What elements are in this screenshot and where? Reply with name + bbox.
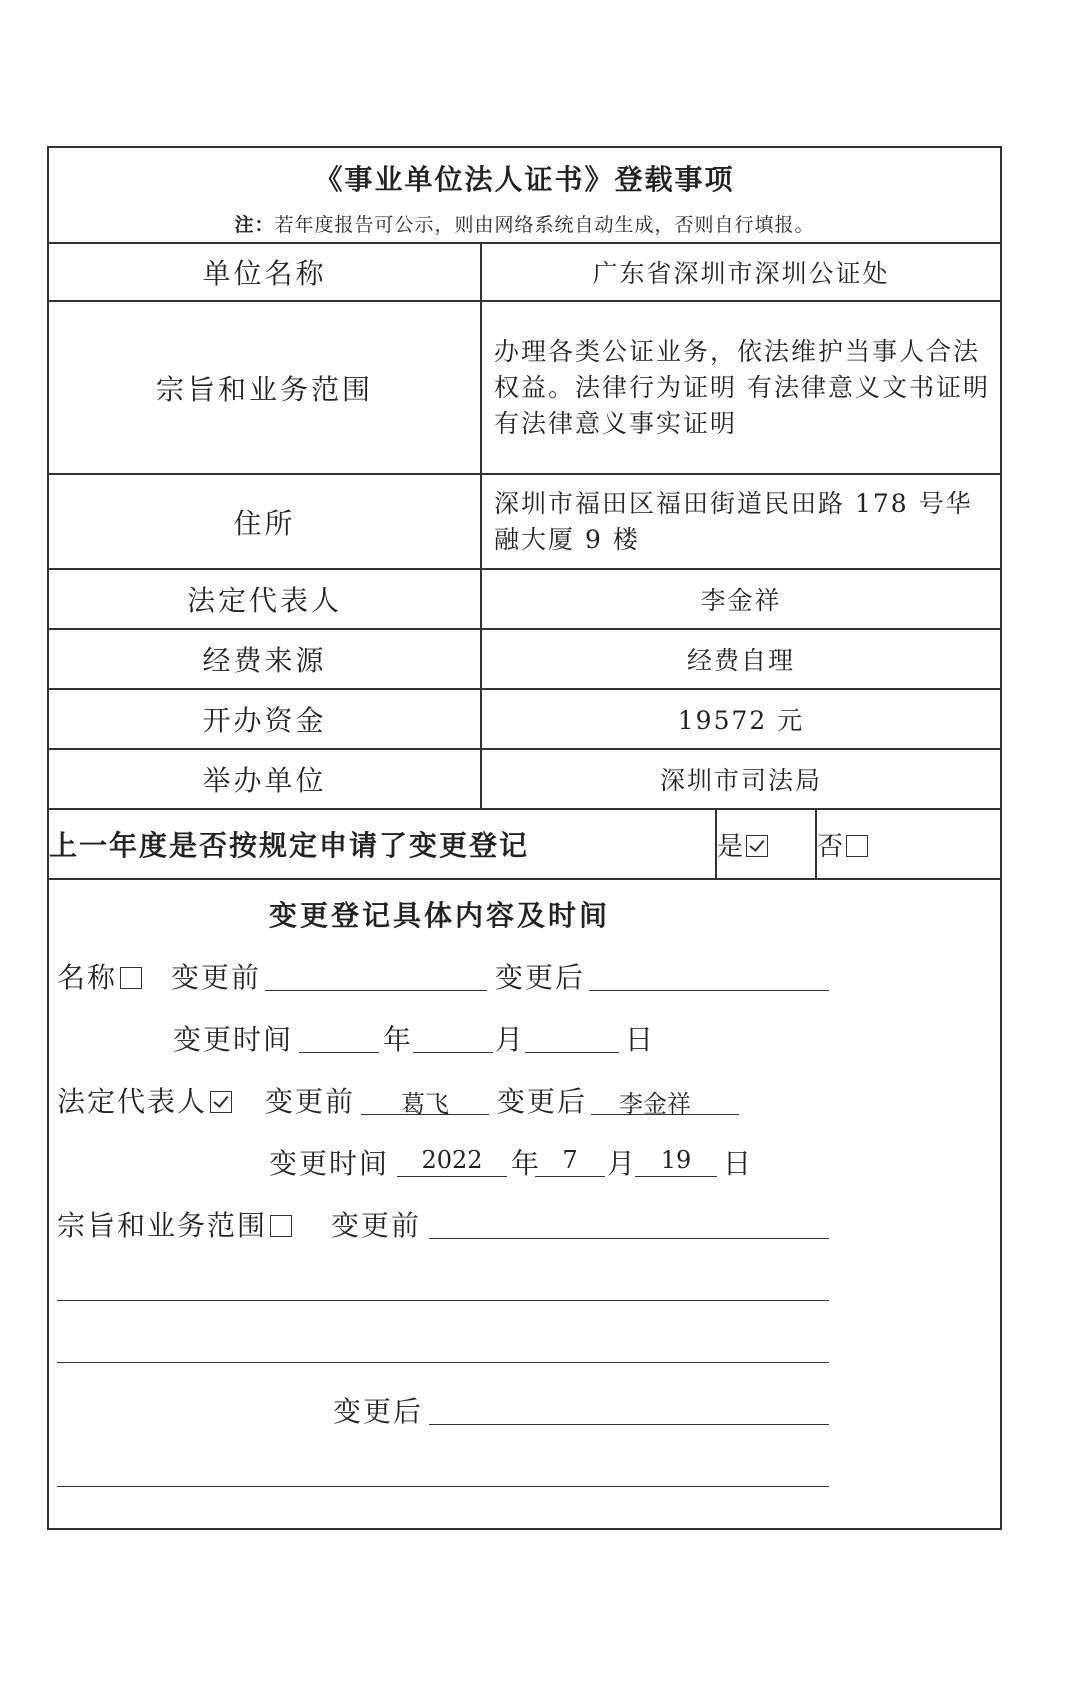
scope-before-label: 变更前 (331, 1209, 422, 1242)
name-day-label: 日 (625, 1023, 656, 1056)
label-address: 住所 (48, 474, 481, 569)
value-purpose-scope: 办理各类公证业务，依法维护当事人合法权益。法律行为证明 有法律意义文书证明 有法律意义事实证明 (481, 301, 1001, 474)
scope-after-field-line-2[interactable] (57, 1486, 829, 1487)
name-after-field[interactable] (589, 990, 829, 991)
legal-rep-before-value: 葛飞 (401, 1090, 449, 1118)
yes-option[interactable]: 是 (716, 809, 816, 879)
name-before-label: 变更前 (171, 961, 262, 994)
label-funding-source: 经费来源 (48, 629, 481, 689)
change-details-title: 变更登记具体内容及时间 (269, 899, 611, 932)
scope-before-field-line-2[interactable] (57, 1300, 829, 1301)
name-year-field[interactable] (299, 1052, 379, 1053)
legal-rep-time-label: 变更时间 (269, 1147, 390, 1180)
no-option[interactable]: 否 (816, 809, 1001, 879)
legal-rep-month-label: 月 (607, 1147, 638, 1180)
name-time-label: 变更时间 (173, 1023, 294, 1056)
value-unit-name: 广东省深圳市深圳公证处 (481, 243, 1001, 301)
name-month-field[interactable] (413, 1052, 493, 1053)
name-year-label: 年 (383, 1023, 414, 1056)
registration-form (47, 146, 1002, 1530)
scope-after-field[interactable] (429, 1424, 829, 1425)
scope-change-label: 宗旨和业务范围 (57, 1204, 292, 1244)
name-change-label: 名称 (57, 956, 142, 996)
scope-after-label: 变更后 (333, 1395, 424, 1428)
value-sponsor: 深圳市司法局 (481, 749, 1001, 809)
scope-checkbox[interactable] (270, 1215, 292, 1237)
value-funding-source: 经费自理 (481, 629, 1001, 689)
form-title: 《事业单位法人证书》登载事项 (314, 162, 735, 196)
label-sponsor: 举办单位 (48, 749, 481, 809)
no-checkbox[interactable] (846, 835, 868, 857)
scope-before-field[interactable] (429, 1238, 829, 1239)
legal-rep-after-label: 变更后 (497, 1085, 588, 1118)
label-capital: 开办资金 (48, 689, 481, 749)
legal-rep-year-label: 年 (511, 1147, 542, 1180)
yes-checkbox[interactable] (746, 835, 768, 857)
legal-rep-checkbox[interactable] (210, 1091, 232, 1113)
scope-before-field-line-3[interactable] (57, 1362, 829, 1363)
name-before-field[interactable] (265, 990, 487, 991)
value-address: 深圳市福田区福田街道民田路 178 号华融大厦 9 楼 (481, 474, 1001, 569)
name-day-field[interactable] (525, 1052, 619, 1053)
value-legal-rep: 李金祥 (481, 569, 1001, 629)
legal-rep-before-label: 变更前 (265, 1085, 356, 1118)
label-legal-rep: 法定代表人 (48, 569, 481, 629)
label-unit-name: 单位名称 (48, 243, 481, 301)
legal-rep-month-value: 7 (562, 1146, 578, 1174)
legal-rep-day-field[interactable] (635, 1176, 717, 1177)
legal-rep-after-value: 李金祥 (619, 1090, 691, 1118)
value-capital: 19572 元 (481, 689, 1001, 749)
legal-rep-day-value: 19 (660, 1146, 692, 1174)
change-question: 上一年度是否按规定申请了变更登记 (48, 809, 716, 879)
change-details (48, 879, 1001, 1529)
legal-rep-year-value: 2022 (421, 1146, 483, 1174)
form-header (48, 147, 1001, 243)
name-after-label: 变更后 (495, 961, 586, 994)
legal-rep-change-label: 法定代表人 (57, 1080, 232, 1120)
legal-rep-month-field[interactable] (535, 1176, 605, 1177)
name-month-label: 月 (495, 1023, 526, 1056)
label-purpose-scope: 宗旨和业务范围 (48, 301, 481, 474)
legal-rep-year-field[interactable] (397, 1176, 507, 1177)
name-checkbox[interactable] (120, 967, 142, 989)
legal-rep-day-label: 日 (723, 1147, 754, 1180)
form-note: 注：若年度报告可公示，则由网络系统自动生成，否则自行填报。 (234, 213, 815, 236)
